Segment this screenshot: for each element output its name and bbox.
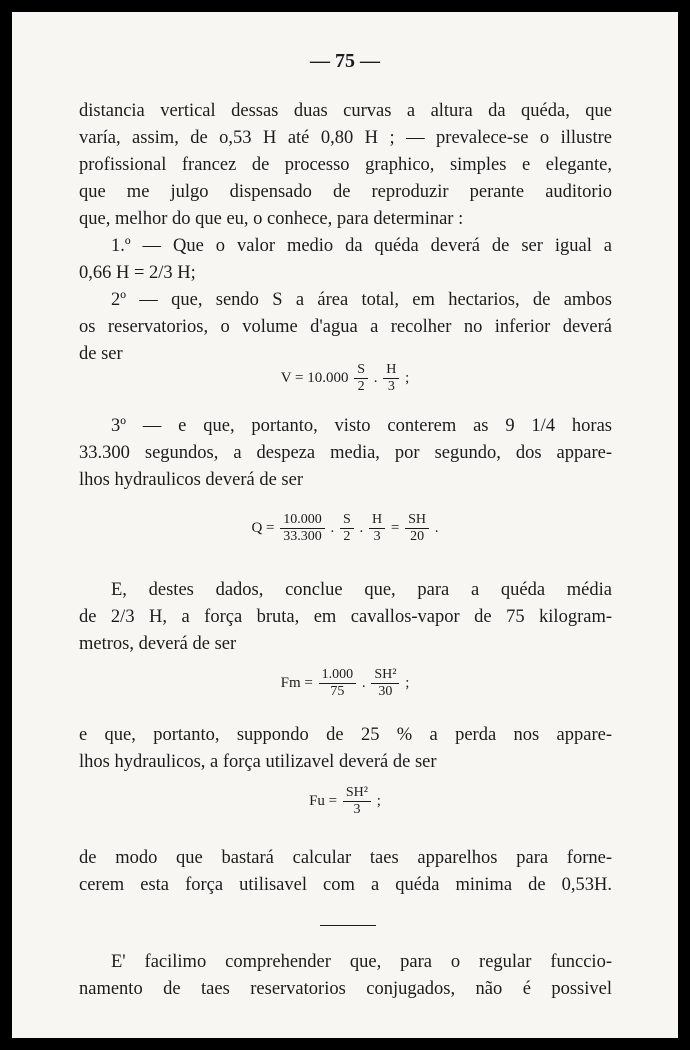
fraction [383, 362, 399, 395]
equation-v [12, 362, 678, 395]
eq-op: ; [405, 674, 410, 691]
denominator: 2 [343, 529, 351, 544]
text-line: lhos hydraulicos, a força utilizavel deverá de ser [79, 752, 437, 772]
text-line: lhos hydraulicos deverá de ser [79, 470, 303, 490]
fraction [343, 785, 371, 818]
eq-op: . [359, 519, 364, 536]
eq-op: . [434, 519, 439, 536]
text-line: profissional francez de processo graphico, simples e elegante, [79, 155, 612, 175]
numerator: 10.000 [280, 512, 325, 529]
eq-op: = [390, 519, 400, 536]
text-line: os reservatorios, o volume d'agua a recolher no inferior deverá [79, 317, 612, 337]
paragraph-modo [79, 845, 612, 899]
eq-op: . [361, 674, 366, 691]
numerator: S [340, 512, 354, 529]
denominator: 3 [387, 379, 395, 394]
denominator: 30 [378, 684, 393, 699]
denominator: 3 [353, 802, 361, 817]
text-line: de 2/3 H, a força bruta, em cavallos-vapor de 75 kilogram- [79, 607, 612, 627]
eq-op: ; [405, 369, 410, 386]
eq-lhs: V = 10.000 [280, 369, 349, 386]
eq-op: . [373, 369, 378, 386]
paragraph-final [79, 949, 612, 1003]
page-number: — 75 — [310, 50, 380, 72]
eq-lhs: Fm = [280, 674, 313, 691]
fraction [371, 667, 399, 700]
numerator: H [383, 362, 399, 379]
text-line: varía, assim, de o,53 H até 0,80 H ; — prevalece-se o illustre [79, 128, 612, 148]
equation-q [12, 512, 678, 545]
text-line: E, destes dados, conclue que, para a quéda média [111, 580, 612, 600]
text-line: 33.300 segundos, a despeza media, por segundo, dos appare- [79, 443, 612, 463]
text-line: de modo que bastará calcular taes apparelhos para forne- [79, 848, 612, 868]
numerator: SH [405, 512, 429, 529]
text-line: E' facilimo comprehender que, para o regular funccio- [111, 952, 612, 972]
denominator: 20 [410, 529, 425, 544]
paragraph-1 [79, 98, 612, 368]
text-line: distancia vertical dessas duas curvas a altura da quéda, que [79, 101, 612, 121]
eq-lhs: Fu = [309, 792, 338, 809]
text-line: cerem esta força utilisavel com a quéda minima de 0,53H. [79, 875, 612, 895]
eq-lhs: Q = [251, 519, 275, 536]
numerator: S [354, 362, 368, 379]
equation-fm [12, 667, 678, 700]
text-line: metros, deverá de ser [79, 634, 237, 654]
text-line: 0,66 H = 2/3 H; [79, 263, 196, 283]
paragraph-que [79, 722, 612, 776]
numerator: H [369, 512, 385, 529]
denominator: 33.300 [283, 529, 322, 544]
fraction [354, 362, 368, 395]
text-line: 1.º — Que o valor medio da quéda deverá de ser igual a [111, 236, 612, 256]
fraction [340, 512, 354, 545]
denominator: 2 [357, 379, 365, 394]
text-line: 3º — e que, portanto, visto conterem as 9 1/4 horas [111, 416, 612, 436]
text-line: que me julgo dispensado de reproduzir perante auditorio [79, 182, 612, 202]
text-line: que, melhor do que eu, o conhece, para determinar : [79, 209, 464, 229]
eq-op: . [330, 519, 335, 536]
numerator: 1.000 [319, 667, 357, 684]
numerator: SH² [371, 667, 399, 684]
separator-rule [320, 925, 376, 926]
text-line: 2º — que, sendo S a área total, em hectarios, de ambos [111, 290, 612, 310]
text-line: namento de taes reservatorios conjugados, não é possivel [79, 979, 612, 999]
fraction [369, 512, 385, 545]
text-line: de ser [79, 344, 123, 364]
paragraph-3 [79, 413, 612, 494]
text-line: e que, portanto, suppondo de 25 % a perda nos appare- [79, 725, 612, 745]
paragraph-e [79, 577, 612, 658]
fraction [405, 512, 429, 545]
fraction [280, 512, 325, 545]
fraction [319, 667, 357, 700]
equation-fu [12, 785, 678, 818]
numerator: SH² [343, 785, 371, 802]
eq-op: ; [376, 792, 381, 809]
denominator: 75 [330, 684, 345, 699]
book-page [12, 12, 678, 1038]
denominator: 3 [373, 529, 381, 544]
